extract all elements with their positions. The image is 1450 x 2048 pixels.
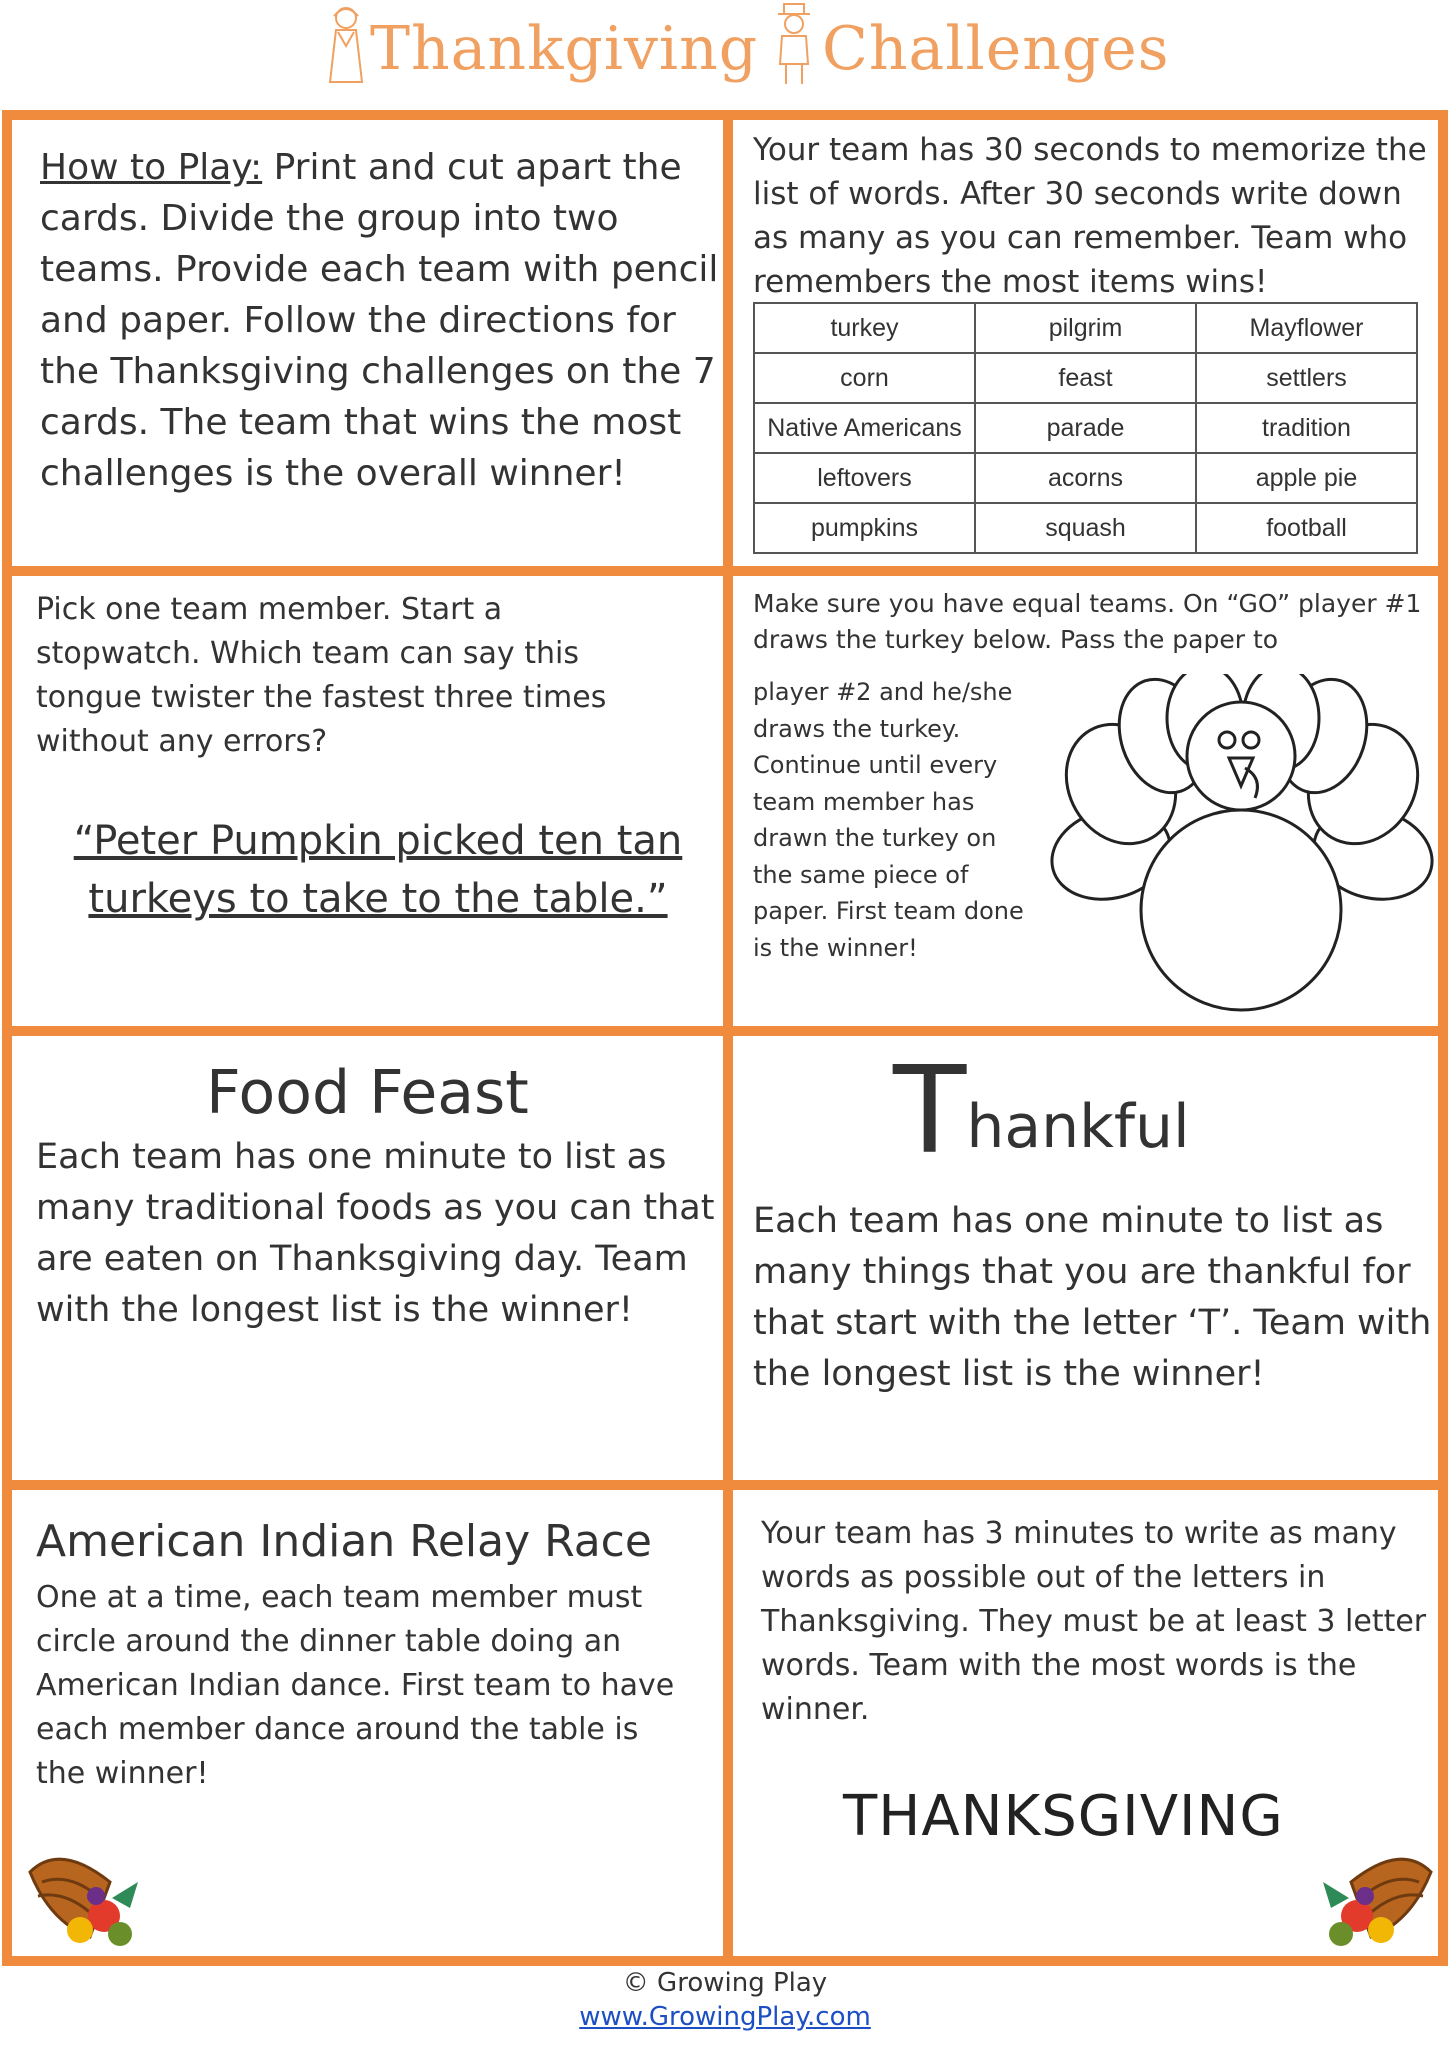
word-cell: corn — [754, 353, 975, 403]
word-cell: Native Americans — [754, 403, 975, 453]
word-cell: settlers — [1196, 353, 1417, 403]
table-row — [754, 303, 1417, 353]
site-link[interactable]: www.GrowingPlay.com — [579, 2002, 871, 2032]
word-cell: Mayflower — [1196, 303, 1417, 353]
word-building-text: Your team has 3 minutes to write as many words as possible out of the letters in Thanksgiving. They must be at least 3 letter words. Team with the most words is the winner. — [761, 1516, 1427, 1727]
thankful-title-rest: hankful — [966, 1092, 1190, 1162]
page-header — [0, 0, 1450, 108]
card-draw-turkey — [723, 566, 1448, 1036]
relay-title: American Indian Relay Race — [36, 1516, 652, 1567]
how-to-play-text — [40, 142, 720, 499]
relay-text: One at a time, each team member must circle around the dinner table doing an American Indian dance. First team to have each member dance around the table is the winner! — [36, 1580, 675, 1791]
page-footer — [0, 1968, 1450, 2032]
table-row — [754, 403, 1417, 453]
word-cell: pilgrim — [975, 303, 1196, 353]
thankful-title — [893, 1042, 1413, 1181]
cards-grid — [2, 110, 1448, 1966]
pilgrim-woman-icon — [324, 2, 368, 88]
tongue-twister-quote: “Peter Pumpkin picked ten tan turkeys to take to the table.” — [73, 818, 683, 922]
thankful-title-initial: T — [893, 1042, 967, 1181]
food-feast-title: Food Feast — [206, 1058, 529, 1128]
draw-turkey-text-top: Make sure you have equal teams. On “GO” player #1 draws the turkey below. Pass the paper to — [753, 589, 1422, 654]
word-cell: squash — [975, 503, 1196, 553]
thanksgiving-big-word: THANKSGIVING — [843, 1784, 1284, 1849]
pilgrim-man-icon — [772, 2, 816, 88]
card-food-feast — [2, 1026, 733, 1490]
table-row — [754, 503, 1417, 553]
copyright-text: © Growing Play — [622, 1968, 828, 1998]
card-thankful — [723, 1026, 1448, 1490]
title-text-2: Challenges — [822, 14, 1170, 84]
word-cell: tradition — [1196, 403, 1417, 453]
word-cell: leftovers — [754, 453, 975, 503]
card-word-building — [723, 1480, 1448, 1966]
title-word-thankgiving — [370, 14, 758, 94]
word-cell: parade — [975, 403, 1196, 453]
card-how-to-play — [2, 110, 733, 576]
word-cell: football — [1196, 503, 1417, 553]
title-word-challenges — [822, 14, 1170, 94]
table-row — [754, 453, 1417, 503]
title-text-1: Thankgiving — [370, 14, 759, 84]
turkey-outline-icon — [1033, 674, 1448, 1014]
word-cell: turkey — [754, 303, 975, 353]
card-memory — [723, 110, 1448, 576]
word-cell: feast — [975, 353, 1196, 403]
memory-text: Your team has 30 seconds to memorize the list of words. After 30 seconds write down as many as you can remember. Team who remembers the most items wins! — [753, 132, 1427, 300]
word-cell: apple pie — [1196, 453, 1417, 503]
cornucopia-icon — [20, 1842, 150, 1952]
word-cell: pumpkins — [754, 503, 975, 553]
word-cell: acorns — [975, 453, 1196, 503]
memory-word-table — [753, 302, 1418, 554]
food-feast-text: Each team has one minute to list as many traditional foods as you can that are eaten on Thanksgiving day. Team with the longest list is the winner! — [36, 1137, 715, 1330]
how-to-play-label: How to Play: — [40, 147, 263, 188]
card-relay-race — [2, 1480, 733, 1966]
tongue-twister-text: Pick one team member. Start a stopwatch. Which team can say this tongue twister the fastest three times without any errors? — [36, 592, 607, 759]
how-to-play-body: Print and cut apart the cards. Divide the group into two teams. Provide each team with pencil and paper. Follow the directions for the Thanksgiving challenges on the 7 cards. The team that wins the most challenges is the overall winner! — [40, 147, 719, 494]
draw-turkey-text-side: player #2 and he/she draws the turkey. Continue until every team member has drawn the turkey on the same piece of paper. First team done is the winner! — [753, 678, 1024, 962]
cornucopia-icon — [1311, 1842, 1441, 1952]
thankful-text: Each team has one minute to list as many things that you are thankful for that start with the letter ‘T’. Team with the longest list is the winner! — [753, 1201, 1432, 1394]
table-row — [754, 353, 1417, 403]
card-tongue-twister — [2, 566, 733, 1036]
